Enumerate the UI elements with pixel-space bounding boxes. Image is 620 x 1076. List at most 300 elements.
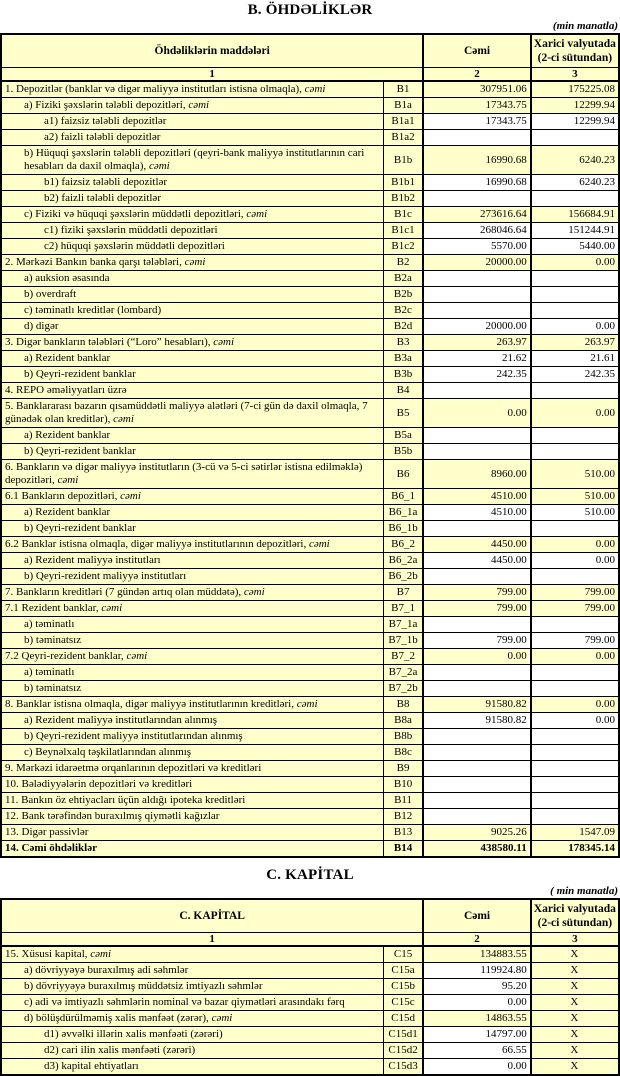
table-row xyxy=(1,963,619,979)
row-label: 9. Mərkəzi idarəetmə orqanlarının depozitləri və kreditləri xyxy=(1,761,383,777)
table-row xyxy=(1,223,619,239)
row-label: 1. Depozitlər (banklar və digər maliyyə institutları istisna olmaqla), cəmi xyxy=(1,81,383,98)
table-row xyxy=(1,745,619,761)
row-code: B2 xyxy=(383,255,423,271)
row-total-value: 242.35 xyxy=(423,367,530,383)
row-label: 3. Digər bankların tələbləri (“Loro” hesabları), cəmi xyxy=(1,335,383,351)
row-label-italic-suffix: cəmi xyxy=(101,602,123,614)
table-row xyxy=(1,367,619,383)
row-total-value xyxy=(423,793,530,809)
row-total-value: 263.97 xyxy=(423,335,530,351)
row-total-value: 5570.00 xyxy=(423,239,530,255)
row-total-value: 134883.55 xyxy=(423,946,530,963)
row-label: 15. Xüsusi kapital, cəmi xyxy=(1,946,383,963)
table-row xyxy=(1,729,619,745)
row-label: d1) əvvəlki illərin xalis mənfəəti (zərəri) xyxy=(1,1027,383,1043)
row-code: B13 xyxy=(383,825,423,841)
table-row xyxy=(1,979,619,995)
row-label-italic-suffix: cəmi xyxy=(213,336,235,348)
table-row xyxy=(1,255,619,271)
row-label: b) təminatsız xyxy=(1,681,383,697)
row-total-value xyxy=(423,665,530,681)
row-label: 13. Digər passivlər xyxy=(1,825,383,841)
table-row xyxy=(1,521,619,537)
row-total-value xyxy=(423,521,530,537)
row-total-value: 8960.00 xyxy=(423,460,530,489)
row-code: B5a xyxy=(383,428,423,444)
row-label: a1) faizsiz tələbli depozitlər xyxy=(1,114,383,130)
table-row xyxy=(1,633,619,649)
row-total-value: 21.62 xyxy=(423,351,530,367)
row-code: B1b xyxy=(383,146,423,175)
row-label: a) Rezident maliyyə institutları xyxy=(1,553,383,569)
items-column-header: Öhdəliklərin maddələri xyxy=(1,34,423,68)
table-row xyxy=(1,681,619,697)
row-total-value: 0.00 xyxy=(423,399,530,428)
row-code: B1a2 xyxy=(383,130,423,146)
row-label: a) auksion əsasında xyxy=(1,271,383,287)
table-row xyxy=(1,191,619,207)
row-code: B8a xyxy=(383,713,423,729)
table-row xyxy=(1,585,619,601)
table-row xyxy=(1,81,619,98)
row-label: 10. Bələdiyyələrin depozitləri və kreditləri xyxy=(1,777,383,793)
row-total-value xyxy=(423,617,530,633)
row-label: b) overdraft xyxy=(1,287,383,303)
column-number-1: 1 xyxy=(1,68,423,82)
row-label: b) dövriyyəyə buraxılmış müddətsiz imtiyazlı səhmlər xyxy=(1,979,383,995)
row-total-value: 799.00 xyxy=(423,585,530,601)
row-foreign-value xyxy=(531,617,619,633)
row-total-value: 268046.64 xyxy=(423,223,530,239)
row-code: B2a xyxy=(383,271,423,287)
row-label-italic-suffix: cəmi xyxy=(57,474,79,486)
row-code: B1c2 xyxy=(383,239,423,255)
table-row xyxy=(1,428,619,444)
row-code: C15b xyxy=(383,979,423,995)
row-label: 7. Bankların kreditləri (7 gündən artıq olan müddətə), cəmi xyxy=(1,585,383,601)
row-total-value: 20000.00 xyxy=(423,255,530,271)
row-foreign-value: 151244.91 xyxy=(531,223,619,239)
row-total-value: 9025.26 xyxy=(423,825,530,841)
row-foreign-value xyxy=(531,191,619,207)
capital-unit-note: ( min manatla) xyxy=(550,885,618,897)
row-label-italic-suffix: cəmi xyxy=(304,83,326,95)
table-row xyxy=(1,665,619,681)
table-row xyxy=(1,351,619,367)
row-label: b) Hüquqi şəxslərin tələbli depozitləri (qeyri-bank maliyyə institutlarının cari hesabları da daxil olmaqla), cəmi xyxy=(1,146,383,175)
row-code: C15a xyxy=(383,963,423,979)
row-foreign-value xyxy=(531,130,619,146)
table-row xyxy=(1,271,619,287)
row-label: a) Rezident banklar xyxy=(1,351,383,367)
table-row xyxy=(1,649,619,665)
row-label-italic-suffix: cəmi xyxy=(243,586,265,598)
row-foreign-value: 21.61 xyxy=(531,351,619,367)
row-foreign-value xyxy=(531,383,619,399)
row-code: B6_1b xyxy=(383,521,423,537)
row-total-value: 17343.75 xyxy=(423,114,530,130)
row-total-value: 0.00 xyxy=(423,995,530,1011)
row-total-value: 799.00 xyxy=(423,633,530,649)
row-total-value xyxy=(423,383,530,399)
header-row xyxy=(1,34,619,68)
row-foreign-value: X xyxy=(531,1043,619,1059)
row-foreign-value: X xyxy=(531,1027,619,1043)
table-row xyxy=(1,98,619,114)
liabilities-rows xyxy=(1,81,619,857)
row-total-value: 20000.00 xyxy=(423,319,530,335)
row-code: C15d1 xyxy=(383,1027,423,1043)
row-code: B5 xyxy=(383,399,423,428)
row-foreign-value: 799.00 xyxy=(531,633,619,649)
row-foreign-value xyxy=(531,761,619,777)
row-code: B1b2 xyxy=(383,191,423,207)
foreign-column-header: Xarici valyutada (2-ci sütundan) xyxy=(531,34,619,68)
capital-title: C. KAPİTAL xyxy=(266,867,354,883)
row-code: C15c xyxy=(383,995,423,1011)
table-row xyxy=(1,239,619,255)
row-label: a) Rezident maliyyə institutlarından alınmış xyxy=(1,713,383,729)
table-row xyxy=(1,130,619,146)
row-foreign-value: 5440.00 xyxy=(531,239,619,255)
row-code: B6_1a xyxy=(383,505,423,521)
row-code: B6_2 xyxy=(383,537,423,553)
row-label: 2. Mərkəzi Bankın banka qarşı tələbləri, cəmi xyxy=(1,255,383,271)
row-code: B11 xyxy=(383,793,423,809)
row-label: b2) faizli tələbli depozitlər xyxy=(1,191,383,207)
row-code: B2c xyxy=(383,303,423,319)
row-label: 7.2 Qeyri-rezident banklar, cəmi xyxy=(1,649,383,665)
row-total-value xyxy=(423,681,530,697)
row-total-value: 4510.00 xyxy=(423,505,530,521)
row-foreign-value xyxy=(531,793,619,809)
row-label: c) təminatlı kreditlər (lombard) xyxy=(1,303,383,319)
row-total-value: 95.20 xyxy=(423,979,530,995)
row-foreign-value: 0.00 xyxy=(531,399,619,428)
row-foreign-value: X xyxy=(531,995,619,1011)
row-foreign-value: 12299.94 xyxy=(531,98,619,114)
table-row xyxy=(1,207,619,223)
row-foreign-value: 510.00 xyxy=(531,505,619,521)
row-label-italic-suffix: cəmi xyxy=(246,208,268,220)
row-code: B4 xyxy=(383,383,423,399)
row-label-italic-suffix: cəmi xyxy=(148,160,170,172)
table-row xyxy=(1,1059,619,1076)
row-total-value xyxy=(423,809,530,825)
row-foreign-value: 0.00 xyxy=(531,649,619,665)
liabilities-title: B. ÖHDƏLİKLƏR xyxy=(247,2,373,18)
row-foreign-value: 510.00 xyxy=(531,460,619,489)
row-foreign-value: X xyxy=(531,946,619,963)
items-column-header: C. KAPİTAL xyxy=(1,899,423,933)
row-foreign-value: X xyxy=(531,1011,619,1027)
table-row xyxy=(1,1043,619,1059)
table-row xyxy=(1,841,619,858)
table-row xyxy=(1,505,619,521)
table-row xyxy=(1,617,619,633)
row-foreign-value xyxy=(531,428,619,444)
row-foreign-value: 0.00 xyxy=(531,537,619,553)
table-row xyxy=(1,383,619,399)
row-code: B7_2 xyxy=(383,649,423,665)
row-code: B8c xyxy=(383,745,423,761)
row-foreign-value xyxy=(531,777,619,793)
row-code: B3 xyxy=(383,335,423,351)
table-row xyxy=(1,569,619,585)
row-label: c) Beynəlxalq təşkilatlarından alınmış xyxy=(1,745,383,761)
row-total-value: 14863.55 xyxy=(423,1011,530,1027)
row-total-value xyxy=(423,287,530,303)
row-label: 14. Cəmi öhdəliklər xyxy=(1,841,383,858)
row-foreign-value xyxy=(531,287,619,303)
row-foreign-value: 0.00 xyxy=(531,713,619,729)
column-number-row xyxy=(1,68,619,82)
table-row xyxy=(1,1027,619,1043)
row-code: B7_1b xyxy=(383,633,423,649)
row-total-value: 273616.64 xyxy=(423,207,530,223)
column-number-2: 2 xyxy=(423,933,530,947)
row-code: B6_1 xyxy=(383,489,423,505)
row-label: b) Qeyri-rezident banklar xyxy=(1,521,383,537)
row-total-value: 91580.82 xyxy=(423,713,530,729)
row-total-value: 17343.75 xyxy=(423,98,530,114)
row-code: B6_2a xyxy=(383,553,423,569)
table-row xyxy=(1,777,619,793)
row-label: a) Fiziki şəxslərin tələbli depozitləri, cəmi xyxy=(1,98,383,114)
capital-table xyxy=(0,898,620,1076)
row-code: B5b xyxy=(383,444,423,460)
row-code: B1 xyxy=(383,81,423,98)
row-total-value: 307951.06 xyxy=(423,81,530,98)
table-row xyxy=(1,287,619,303)
row-code: B1c1 xyxy=(383,223,423,239)
table-row xyxy=(1,460,619,489)
row-code: B6 xyxy=(383,460,423,489)
row-foreign-value xyxy=(531,569,619,585)
row-label-italic-suffix: cəmi xyxy=(113,413,134,425)
table-row xyxy=(1,399,619,428)
row-label: b) Qeyri-rezident banklar xyxy=(1,444,383,460)
column-number-3: 3 xyxy=(531,68,619,82)
table-row xyxy=(1,303,619,319)
row-label: 6.1 Bankların depozitləri, cəmi xyxy=(1,489,383,505)
row-label: b) təminatsız xyxy=(1,633,383,649)
row-label: 5. Banklararası bazarın qısamüddətli maliyyə alətləri (7-ci gün də daxil olmaqla, 7 günədək olan kreditlər), cəmi xyxy=(1,399,383,428)
row-foreign-value xyxy=(531,729,619,745)
row-code: B7_1a xyxy=(383,617,423,633)
table-row xyxy=(1,1011,619,1027)
row-label: b1) faizsiz tələbli depozitlər xyxy=(1,175,383,191)
row-code: B14 xyxy=(383,841,423,858)
row-code: B10 xyxy=(383,777,423,793)
row-label-italic-suffix: cəmi xyxy=(120,490,141,502)
row-total-value xyxy=(423,130,530,146)
table-row xyxy=(1,793,619,809)
capital-rows xyxy=(1,946,619,1075)
header-row xyxy=(1,899,619,933)
row-label: c) Fiziki və hüquqi şəxslərin müddətli depozitləri, cəmi xyxy=(1,207,383,223)
row-foreign-value: 0.00 xyxy=(531,319,619,335)
table-row xyxy=(1,761,619,777)
row-total-value: 16990.68 xyxy=(423,175,530,191)
row-label: 8. Banklar istisna olmaqla, digər maliyyə institutlarının kreditləri, cəmi xyxy=(1,697,383,713)
row-total-value: 0.00 xyxy=(423,649,530,665)
row-foreign-value: 0.00 xyxy=(531,553,619,569)
row-foreign-value: 0.00 xyxy=(531,255,619,271)
row-total-value: 438580.11 xyxy=(423,841,530,858)
row-total-value: 4510.00 xyxy=(423,489,530,505)
row-total-value xyxy=(423,191,530,207)
row-foreign-value: 6240.23 xyxy=(531,175,619,191)
row-code: B1a1 xyxy=(383,114,423,130)
row-foreign-value xyxy=(531,303,619,319)
row-label-italic-suffix: cəmi xyxy=(188,99,210,111)
row-label-italic-suffix: cəmi xyxy=(308,538,330,550)
row-label: d2) cari ilin xalis mənfəəti (zərəri) xyxy=(1,1043,383,1059)
row-code: B1a xyxy=(383,98,423,114)
row-label: a) dövriyyəyə buraxılmış adi səhmlər xyxy=(1,963,383,979)
row-label: c1) fiziki şəxslərin müddətli depozitləri xyxy=(1,223,383,239)
column-number-2: 2 xyxy=(423,68,530,82)
row-label: 11. Bankın öz ehtiyacları üçün aldığı ipoteka kreditləri xyxy=(1,793,383,809)
foreign-column-header: Xarici valyutada (2-ci sütundan) xyxy=(531,899,619,933)
row-total-value: 66.55 xyxy=(423,1043,530,1059)
row-foreign-value: 0.00 xyxy=(531,697,619,713)
row-foreign-value: 510.00 xyxy=(531,489,619,505)
table-row xyxy=(1,995,619,1011)
column-number-1: 1 xyxy=(1,933,423,947)
row-foreign-value xyxy=(531,745,619,761)
table-row xyxy=(1,825,619,841)
row-label: b) Qeyri-rezident maliyyə institutları xyxy=(1,569,383,585)
table-row xyxy=(1,444,619,460)
row-label: 7.1 Rezident banklar, cəmi xyxy=(1,601,383,617)
row-total-value xyxy=(423,271,530,287)
row-label: 6.2 Banklar istisna olmaqla, digər maliyyə institutlarının depozitləri, cəmi xyxy=(1,537,383,553)
row-foreign-value xyxy=(531,521,619,537)
row-code: B6_2b xyxy=(383,569,423,585)
table-row xyxy=(1,146,619,175)
row-label: 6. Bankların və digər maliyyə institutların (3-cü və 5-ci sətirlər istisna edilməklə) depozitləri, cəmi xyxy=(1,460,383,489)
table-row xyxy=(1,335,619,351)
row-code: B2d xyxy=(383,319,423,335)
column-number-row xyxy=(1,933,619,947)
row-total-value: 799.00 xyxy=(423,601,530,617)
row-code: B2b xyxy=(383,287,423,303)
row-code: B9 xyxy=(383,761,423,777)
row-total-value xyxy=(423,761,530,777)
row-total-value xyxy=(423,777,530,793)
row-label: a) təminatlı xyxy=(1,617,383,633)
row-foreign-value: X xyxy=(531,979,619,995)
row-total-value: 119924.80 xyxy=(423,963,530,979)
capital-section xyxy=(0,865,620,1076)
row-label-italic-suffix: cəmi xyxy=(296,698,318,710)
table-row xyxy=(1,319,619,335)
row-code: B1c xyxy=(383,207,423,223)
row-label: a) Rezident banklar xyxy=(1,505,383,521)
table-row xyxy=(1,553,619,569)
row-code: B7_1 xyxy=(383,601,423,617)
row-code: B12 xyxy=(383,809,423,825)
row-label: c) adi və imtiyazlı səhmlərin nominal və bazar qiymətləri arasındakı fərq xyxy=(1,995,383,1011)
table-row xyxy=(1,537,619,553)
row-total-value xyxy=(423,428,530,444)
row-code: B7 xyxy=(383,585,423,601)
row-foreign-value: 242.35 xyxy=(531,367,619,383)
row-total-value: 14797.00 xyxy=(423,1027,530,1043)
row-code: B7_2a xyxy=(383,665,423,681)
table-row xyxy=(1,713,619,729)
row-code: B8 xyxy=(383,697,423,713)
row-total-value: 4450.00 xyxy=(423,537,530,553)
total-column-header: Cəmi xyxy=(423,899,530,933)
row-label: 12. Bank tərəfindən buraxılmış qiymətli kağızlar xyxy=(1,809,383,825)
row-total-value: 0.00 xyxy=(423,1059,530,1076)
row-code: C15 xyxy=(383,946,423,963)
row-total-value xyxy=(423,303,530,319)
row-foreign-value: 175225.08 xyxy=(531,81,619,98)
row-foreign-value: 799.00 xyxy=(531,585,619,601)
liabilities-unit-note: (min manatla) xyxy=(552,20,618,32)
row-foreign-value: X xyxy=(531,1059,619,1076)
table-row xyxy=(1,809,619,825)
row-label: d3) kapital ehtiyatları xyxy=(1,1059,383,1076)
row-foreign-value: 799.00 xyxy=(531,601,619,617)
row-foreign-value xyxy=(531,444,619,460)
row-label-italic-suffix: cəmi xyxy=(126,650,148,662)
row-total-value: 16990.68 xyxy=(423,146,530,175)
row-code: B8b xyxy=(383,729,423,745)
row-foreign-value xyxy=(531,271,619,287)
row-code: C15d xyxy=(383,1011,423,1027)
row-foreign-value: 1547.09 xyxy=(531,825,619,841)
row-foreign-value: 178345.14 xyxy=(531,841,619,858)
row-foreign-value xyxy=(531,665,619,681)
row-label: d) bölüşdürülməmiş xalis mənfəət (zərər), cəmi xyxy=(1,1011,383,1027)
row-label: a) təminatlı xyxy=(1,665,383,681)
table-row xyxy=(1,697,619,713)
row-total-value xyxy=(423,729,530,745)
table-row xyxy=(1,114,619,130)
row-label-italic-suffix: cəmi xyxy=(90,948,112,960)
row-code: B3b xyxy=(383,367,423,383)
row-foreign-value: X xyxy=(531,963,619,979)
row-label: b) Qeyri-rezident banklar xyxy=(1,367,383,383)
row-total-value xyxy=(423,745,530,761)
row-code: B7_2b xyxy=(383,681,423,697)
row-total-value: 91580.82 xyxy=(423,697,530,713)
row-label: a2) faizli tələbli depozitlər xyxy=(1,130,383,146)
row-foreign-value: 6240.23 xyxy=(531,146,619,175)
total-column-header: Cəmi xyxy=(423,34,530,68)
row-foreign-value: 12299.94 xyxy=(531,114,619,130)
row-label: c2) hüquqi şəxslərin müddətli depozitləri xyxy=(1,239,383,255)
row-foreign-value: 263.97 xyxy=(531,335,619,351)
row-foreign-value xyxy=(531,809,619,825)
row-total-value xyxy=(423,569,530,585)
row-label: a) Rezident banklar xyxy=(1,428,383,444)
row-code: C15d3 xyxy=(383,1059,423,1076)
table-row xyxy=(1,946,619,963)
row-foreign-value xyxy=(531,681,619,697)
table-row xyxy=(1,489,619,505)
table-row xyxy=(1,175,619,191)
row-label: b) Qeyri-rezident maliyyə institutlarından alınmış xyxy=(1,729,383,745)
column-number-3: 3 xyxy=(531,933,619,947)
row-total-value xyxy=(423,444,530,460)
